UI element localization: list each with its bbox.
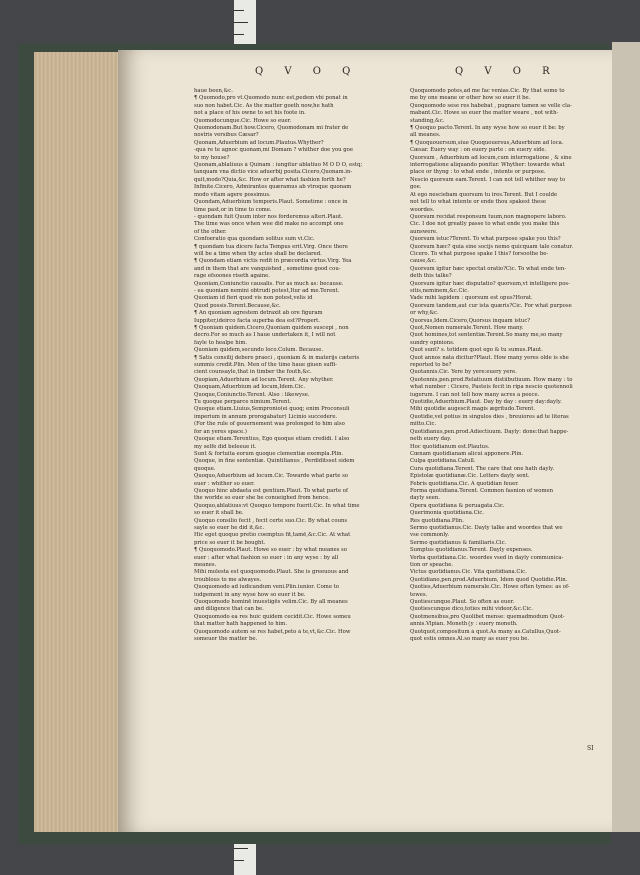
text-line: troublous to me alwayes. (194, 576, 262, 583)
text-line: Quoquo consilio fecit , fecit certe suo.Cic. By what couns (194, 517, 348, 524)
text-line: summis credit.Plin. Men of the time haue giuen suffi- (194, 362, 337, 369)
text-line: Infinite.Cicero, Admirantes quæramus ab vtroque quonam (194, 184, 352, 191)
text-line: Culpa quotidiana.Catull. (410, 458, 476, 465)
running-head-left: Q V O Q (255, 66, 360, 77)
text-line: The time was once when wee did make no accompt one (194, 221, 344, 228)
text-line: Quoque etiam.Terentius, Ego quoque etiam credidi. I also (194, 436, 350, 443)
text-line: Quoquomodo ad iudicandum veni.Plin.iunior. Come to (194, 584, 339, 591)
ruler-tick (234, 10, 244, 11)
text-line: Res quotidiana.Plin. (410, 517, 464, 524)
text-line: Quoquomodo sese res habebat , pugnare tamen se velle cla- (410, 102, 572, 109)
text-line: fayle to healpe him. (194, 339, 248, 346)
text-line: Quoque,Coniunctio.Terent. Also : likewyse. (194, 391, 310, 398)
text-line: Quorsum hæc? quia sine socijs nemo quicquam tale conatur. (410, 243, 574, 250)
text-line: mitto.Cic. (410, 421, 437, 428)
text-line: the worlde so euer she be conueighed from hence. (194, 495, 331, 502)
text-line: sayle so euer he did it,&c. (194, 524, 265, 531)
text-line: ¶ Quomodo,pro vt.Quomodo nunc est,pedem vbi ponat in (194, 95, 348, 102)
text-line: - ea quoniam nemini obtrudi potest,Itur ad me.Terent. (194, 287, 340, 294)
ruler-tick (234, 22, 248, 23)
text-line: Quorsum , Aduerbium ad locum,cum interrogatione , & sine (410, 154, 572, 161)
text-line: neth euery day. (410, 436, 452, 443)
text-line: cient counsayle,that in timber the fouth,&c. (194, 369, 312, 376)
ruler-tick (234, 34, 244, 35)
text-line: not a place of his owne to set his foote in. (194, 110, 306, 117)
text-line: Quotidie,vel potius in singulos dies , breuiores ad te literas (410, 413, 569, 420)
text-line: someuer the matter be. (194, 636, 258, 643)
text-line: Sermo quotidianus.Cic. Dayly talke and woordes that we (410, 524, 563, 531)
text-line: Quorsum igitur hæc spectat oratio?Cic. To what ende ten- (410, 265, 567, 272)
text-line: Quod possis.Terent.Because,&c. (194, 302, 281, 309)
text-line: me by one meane or other how so euer it be. (410, 95, 531, 102)
text-line: Hoc quotidianum est.Plautus. (410, 443, 490, 450)
text-line: Quoquam,Aduerbium ad locum,Idem.Cic. (194, 384, 306, 391)
text-line: ¶ Quoniam quidem.Cicero,Quoniam quidem suscepi , non (194, 325, 349, 331)
ruler-tick (234, 860, 244, 861)
text-line: Cicero. To what purpose spake I this? forsoothe be- (410, 250, 549, 257)
text-line: iudgement in any wyse how so euer it be. (194, 591, 306, 598)
text-line: -quà re te agnoc quonam,mi Domam ? whither doe you goe (194, 147, 353, 154)
text-line: Quotquot,compositum à quot.As many as.Catullus,Quot- (410, 628, 561, 635)
text-line: Quorsum igitur hæc disputatio? quorsum,vt intelligere pos- (410, 280, 570, 287)
text-line: Quomodocunque.Cic. Howe so euer. (194, 117, 292, 124)
text-line: price so euer it be bought. (194, 539, 266, 546)
text-line: Cura quotidiana.Terent. The care that one hath dayly. (410, 465, 555, 472)
text-line: imperium in annum prorogabatur) Licinio succedere. (194, 413, 338, 420)
text-line: aunswere. (410, 228, 438, 235)
text-line: Quondam,Aduerbium temporis.Plaut. Sometime : once in (194, 199, 348, 206)
text-line: Quoquomodo hominē inuestigēs velim.Cic. By all meanes (194, 599, 348, 606)
text-line: and in them that are vanquished , sometime good cou- (194, 265, 341, 272)
text-line: Quotidianus,pen.prod.Adiectiuum. Dayly: done:that happe- (410, 428, 569, 435)
text-line: Quotiescunque dico,toties mihi videor,&c.Cic. (410, 606, 533, 613)
text-line: Quonam,Aduerbium ad locum.Plautus.Whyther? (194, 139, 324, 146)
text-line: woordes. (410, 206, 435, 213)
text-line: Quoniam id fieri quod vis non potest,velis id (194, 295, 313, 302)
text-line: haue been,&c. (194, 88, 233, 94)
text-line: quit,modo?Quia,&c. How or after what fashion forth he? (194, 176, 346, 183)
text-line: Opera quotidiana & peruagata.Cic. (410, 502, 505, 509)
text-line: At ego nesciebam quorsum tu ires.Terent. But I coulde (410, 191, 558, 198)
text-line: dayly seen. (410, 495, 440, 502)
text-line: Forma quotidiana.Terent. Common fasnion of women (410, 487, 554, 494)
left-text-column (194, 88, 392, 643)
text-line: sitis,neminem,&c.Cic. (410, 287, 469, 294)
text-line: will be a time when thy actes shall be declared. (194, 250, 322, 257)
ruler-tick (234, 848, 248, 849)
text-line: Quorsum istuc?Terent. To what purpose spake you this? (410, 236, 561, 243)
text-line: Quot annos nata dicitur?Plaut. How many yeres olde is she (410, 354, 569, 361)
text-line: quot estis omnes.Al.so many as euer you be. (410, 636, 530, 643)
text-line: for an yeres space.) (194, 428, 247, 435)
page-stack-edge (34, 52, 124, 832)
text-line: Sermo quotidianus & familiaris.Cic. (410, 539, 507, 546)
text-line: Quotiescunque.Plaut. So often as euer. (410, 599, 515, 606)
text-line: mabant.Cic. Howe so euer the matter weare , not with- (410, 110, 559, 117)
text-line: Quotennis,pen.prod.Relatiuum distiibutiuum. How many : to (410, 376, 573, 383)
text-line: ¶ Satis consilij debere praeci , quoniam & in materijs cæteris (194, 354, 360, 361)
text-line: Sumptus quotidianus.Terent. Dayly expenses. (410, 547, 533, 554)
text-line: Quoniam,Coniunctio causalis. For as much as: because. (194, 280, 344, 287)
text-line: ¶ An quoniam agrestem detraxit ab ore figuram (194, 310, 323, 317)
text-line: Febris quotidiana.Cic. A quotidian feuer. (410, 480, 519, 487)
text-line: Quoquomodo potes,ad me fac venias.Cic. By that some to (410, 88, 565, 94)
text-line: Quorsus,Idem.Cicero,Quorsus inquam istuc? (410, 317, 531, 324)
text-line: Quoque, in fine sententiæ. Quintilianus , Perdiditsset sidem (194, 458, 355, 465)
text-line: to my house? (194, 154, 230, 161)
text-line: (For the rule of gouernement was prolonged to him also (194, 421, 345, 428)
facing-page-edge (612, 42, 640, 832)
text-line: rage efsoones riseth againe. (194, 273, 270, 280)
text-line: Quonam,ablatiuus à Quinam : iungitur ablatiuo M O D O, estq; (194, 162, 363, 169)
running-head-right: Q V O R (455, 66, 559, 77)
text-line: Quotannis.Cic. Yere by yere:euery yere. (410, 369, 517, 376)
text-line: Quoquo,ablatiuus:vt Quoquo tempore fuerit.Cic. In what time (194, 502, 360, 509)
text-line: Hic eget quoquo pretio coemptus fit,tamē,&c.Cic. At what (194, 532, 351, 539)
text-line: tanquam vna dictio vice aduerbij posita.Cicero,Quonam.in- (194, 169, 353, 176)
measuring-ruler-top (234, 0, 256, 48)
text-line: all meanes. (410, 132, 441, 139)
text-line: time past,or in time to come. (194, 206, 272, 213)
text-line: Tu quoque perparce nimium.Terent. (194, 399, 292, 406)
text-line: vse commonly. (410, 532, 449, 539)
text-line: reported to be? (410, 362, 452, 369)
text-line: Vade mihi lapidem : quorsum est opus?Horat. (410, 295, 533, 302)
text-line: Confoeratio qua quondam solitus sum vi.Cic. (194, 236, 315, 243)
text-line: modo vitam agere possimus. (194, 191, 271, 198)
text-line: Iuppiter,ideirco facta superba dea est?Propert. (194, 317, 320, 324)
text-line: Quot homines,tot sententiæ.Terent.So many me,so many (410, 332, 563, 339)
text-line: meanes. (194, 562, 217, 568)
text-line: Quotmensibus,pro Quolibet mense: quemadmodum Quot- (410, 613, 565, 620)
text-line: my selfe did beleeue it. (194, 443, 257, 450)
text-line: that matter hath happened to him. (194, 621, 288, 628)
text-line: Mihi quotidie augescit magis ægritudo.Terent. (410, 406, 536, 413)
text-line: of the other. (194, 228, 227, 235)
text-line: ¶ quondam tua dicere facta Tempus erit.Virg. Once there (194, 243, 348, 250)
text-line: sundry opinions. (410, 339, 455, 346)
text-line: Mihi molesta est quoquomodo.Plaut. She is greeuous and (194, 569, 349, 576)
text-line: Quotidie,Aduerbium.Plaut. Day by day : euery day:dayly. (410, 399, 562, 406)
text-line: Quoquo hinc abdaeta est gentium.Plaut. To what parte of (194, 487, 348, 494)
text-line: tewes. (410, 591, 428, 598)
text-line: Quoniam quidem,secundo loco.Colum. Because. (194, 347, 324, 354)
text-line: euer : after what fashion so euer : in any wyse : by all (194, 554, 339, 561)
text-line: - quondam fuit Quum inter nos forderemus alteri.Plaut. (194, 213, 343, 220)
text-line: so euer it shall be. (194, 510, 244, 517)
text-line: Nescio quorsum eam.Terent. I can not tell whither way to (410, 176, 566, 183)
signature-mark: SI (587, 745, 594, 752)
text-line: what number : Cicero, Pasteis fecit in ripa nescio quotennoli (410, 384, 573, 391)
text-line: cause,&c. (410, 258, 437, 265)
text-line: annis.Vlpian. Moneth{y : euery moneth. (410, 621, 518, 628)
text-line: Quotidiano,pen.prod.Aduerbium, Idem quod Quotidie.Plin. (410, 576, 568, 583)
text-line: goe. (410, 184, 422, 191)
text-line: standing,&c. (410, 117, 445, 124)
text-line: Querimonia quotidiana.Cic. (410, 510, 484, 517)
text-line: suo non habet.Cic. As the matter goeth now,he hath (194, 102, 334, 109)
text-line: quoque. (194, 465, 216, 472)
text-line: Cic. I doe not greatly passe to what ende you make this (410, 221, 560, 228)
text-line: Quot,Nomen numerale.Terent. How many. (410, 325, 524, 331)
text-line: Quorsum recidat responsum tuum,non magnopere laboro. (410, 213, 567, 220)
text-line: Epistolæ quotidianæ.Cic. Letters dayly sent. (410, 473, 530, 480)
text-line: Quoquo,Aduerbium ad locum.Cic. Towarde what parte so (194, 473, 348, 480)
text-line: nostris versibus Cæsar? (194, 132, 259, 139)
text-line: not tell to what intente or ende thou spakest these (410, 199, 547, 206)
text-line: interrogatione aliquando ponitur. Whyther: towarde what (410, 162, 565, 169)
text-line: place or thyng : to what ende , intente or purpose. (410, 169, 546, 176)
text-line: Sunt & fortuita eorum quoque clementiæ exempla.Plin. (194, 450, 344, 457)
text-line: or why,&c. (410, 310, 439, 317)
text-line: deth this talke? (410, 273, 452, 280)
text-line: Quopiam,Aduerbium ad locum.Terent. Any whyther. (194, 376, 334, 383)
text-line: ¶ Quoquouersum,siue Quoquouersus,Aduerbium ad loca. (410, 139, 564, 146)
text-line: Quorsum tandem,aut cur ista quæris?Cic. For what purpose (410, 302, 572, 309)
text-line: Quoquomodo ea res huic quidem cecidit.Cic. Howe someu (194, 613, 351, 620)
text-line: Cæsar. Euery way : on euery parte : on euery side. (410, 147, 547, 154)
text-line: Victus quotidianus.Cic. Vita quotidiana.Cic. (410, 569, 527, 576)
text-line: Quot sunt? s. totidem quot ego & tu sumus.Plaut. (410, 347, 543, 354)
text-line: iugerum. I can not tell how many acres a peece. (410, 391, 540, 398)
text-line: Quoquomodo autem se res habet,peto à te,vt,&c.Cic. How (194, 628, 351, 635)
text-line: euer : whither so euer. (194, 480, 255, 487)
text-line: Quomodonam.But how.Cicero, Quomodonam mi frater de (194, 125, 349, 132)
text-line: and diligence that can be. (194, 606, 264, 613)
text-line: ¶ Quoquo pacto.Terent. In any wyse how so euer it be: by (410, 125, 565, 132)
text-line: tion or speache. (410, 562, 454, 568)
text-line: ¶ Quoquomodo.Plaut. Howe so euer : by what meanes so (194, 547, 347, 554)
text-line: ¶ Quondam etiam victis redit in præcordia virtus.Virg. Yea (194, 258, 352, 265)
text-line: Verba quotidiana.Cic. woordes vsed in dayly communica- (410, 554, 564, 561)
right-text-column (410, 88, 608, 643)
text-line: Cœnam quotidianam alicui apponere.Plin. (410, 450, 524, 457)
text-line: Quoties,Aduerbium numerale.Cic. Howe often tymes: as of- (410, 584, 570, 591)
text-line: Quoque etiam.Liuius,Sempronio(ei quoq; enim Proconsuli (194, 406, 350, 413)
text-line: decro.For so much as I haue undertaken it, I will not (194, 332, 336, 339)
